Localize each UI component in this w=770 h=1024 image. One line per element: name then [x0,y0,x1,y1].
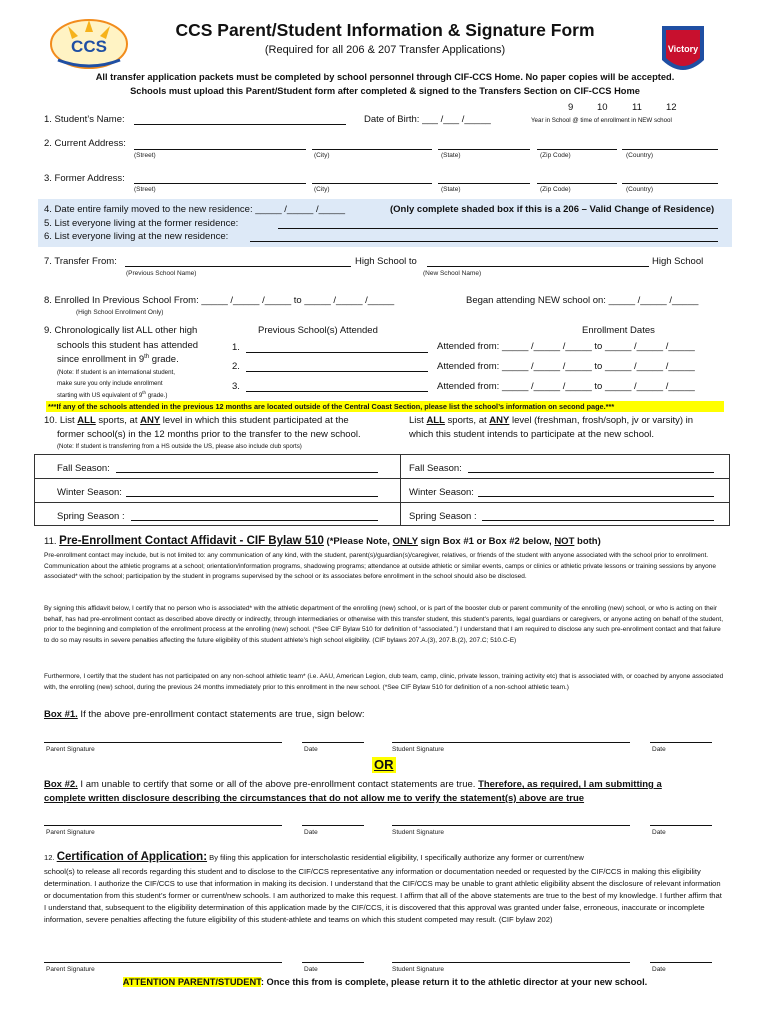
family-moved-date-field[interactable]: 4. Date entire family moved to the new residence: _____ /_____ /_____ [44,204,346,215]
q10-note: (Note: If student is transferring from a HS outside the US, please also include club sports) [57,443,302,450]
or-divider: OR [374,757,394,772]
sig-label-date: Date [304,746,318,753]
winter-season-new-label: Winter Season: [409,487,474,498]
grade-11-option[interactable]: 11 [632,102,642,113]
sig-label-date: Date [304,829,318,836]
q12-body: school(s) to release all records regarding this student and to disclose to the CIF/CCS representative any information or documentation needed or requested by the CIF/CCS in making this eligibility determination. I authorize the CIF/CCS to use that information in making its decision. I understand that the CIF/CCS may be unable to grant athletic eligibility absent the disclosure of relevant information or documentation from this student’s former or current/new schools. I am authorized to make this request. I affirm that all of the above statements are true to the best of my knowledge. I further affirm that I understand that, subsequent to the eligibility determination of this application made by the CIF/CCS, it is discovered that this approval was granted under false, erroneous, inaccurate or incomplete information, severe penalties affecting the future eligibility of this student-athlete and teams on which this student competed may result. (CIF bylaw 202) [44,867,722,924]
ccs-notice: ***If any of the schools attended in the previous 12 months are located outside of the Central Coast Section, please list the school’s information on second page.*** [48,402,615,411]
enrollment-dates-header: Enrollment Dates [582,325,655,336]
sports-table-row-divider [34,502,730,503]
q11-paragraph-1: Pre-enrollment contact may include, but is not limited to: any communication of any kind, with the student, parent(s)/guardian(s)/caregiver, relatives, or friends of the student with anyone associated with the school prior to enrollment. Communication about the athletic programs at a school; orientation/information programs, shadowing programs; attendance at outside athletic or similar events, camps or clinics or athletic private lessons or training sessions by anyone associated* with the school; participation by the student in programs supervised by the school or its associates before enrollment in the school should also be disclosed. [44,552,717,581]
q9-note-3: starting with US equivalent of 9th grade.) [57,390,168,400]
sig-label-parent: Parent Signature [46,966,95,973]
sig-label-student: Student Signature [392,829,445,836]
sports-table-divider [400,454,401,526]
grade-12-option[interactable]: 12 [666,102,677,113]
sig-label-parent: Parent Signature [46,746,95,753]
fall-season-previous-field[interactable] [116,472,378,473]
spring-season-previous-label: Spring Season : [57,511,125,522]
form-subtitle: (Required for all 206 & 207 Transfer Applications) [264,44,506,56]
sports-table [34,454,730,526]
address-sub-city: (City) [314,152,330,159]
box1-parent-signature-field[interactable] [44,742,282,743]
new-school-sub: (New School Name) [423,270,482,277]
address-sub-state: (State) [441,186,461,193]
sig-label-student: Student Signature [392,966,445,973]
final-student-date-field[interactable] [650,962,712,963]
form-title: CCS Parent/Student Information & Signature Form [175,20,595,40]
new-residence-field[interactable] [250,241,718,242]
winter-season-previous-field[interactable] [126,496,378,497]
school-row-3-field[interactable] [246,391,428,392]
grade-note: Year in School @ time of enrollment in NEW school [531,117,672,124]
q11-paragraph-3: Furthermore, I certify that the student has not participated on any non-school athletic team* (i.e. AAU, American Legion, club team, camp, clinic, private lesson, training activity etc) that is associated with, or coached by anyone associated with, the enrolling (new) school, during the previous 24 months immediately prior to this enrollment in the new school. (*See CIF Bylaw 510 for definition of a non-school athletic team.) [44,673,724,691]
current-zip-field[interactable] [537,149,617,150]
new-school-start-date-field[interactable]: Began attending NEW school on: _____ /_____ /_____ [466,295,699,306]
footer-attention [0,977,770,987]
ccs-logo-text: CCS [71,37,107,56]
attention-message: : Once this from is complete, please return it to the athletic director at your new school. [260,977,648,987]
box2-student-signature-field[interactable] [392,825,630,826]
high-school-label: High School [652,256,704,267]
school-row-1-field[interactable] [246,352,428,353]
current-street-field[interactable] [134,149,306,150]
new-school-field[interactable] [427,266,649,267]
transfer-from-label: 7. Transfer From: [44,256,117,267]
box1-student-signature-field[interactable] [392,742,630,743]
box1-parent-date-field[interactable] [302,742,364,743]
former-country-field[interactable] [622,183,718,184]
sports-table-row-divider [34,478,730,479]
former-state-field[interactable] [438,183,530,184]
school-row-1-number: 1. [232,342,240,353]
school-row-3-number: 3. [232,381,240,392]
new-residence-label: 6. List everyone living at the new residence: [44,231,229,242]
address-sub-street: (Street) [134,186,156,193]
box2-student-date-field[interactable] [650,825,712,826]
address-sub-country: (Country) [626,152,654,159]
address-sub-zip: (Zip Code) [540,186,571,193]
q10-left-line-1: 10. List ALL sports, at ANY level in which this student participated at the [44,415,349,426]
q10-right-line-2: which this student intends to participate at the new school. [409,429,655,440]
grade-9-option[interactable]: 9 [568,102,574,113]
notice-line-2: Schools must upload this Parent/Student form after completed & signed to the Transfers Section on CIF-CCS Home [130,86,640,96]
enrollment-dates-field[interactable]: 8. Enrolled In Previous School From: _____ /_____ /_____ to _____ /_____ /_____ [44,295,395,306]
enrollment-sub: (High School Enrollment Only) [76,309,164,316]
q10-left-line-2: former school(s) in the 12 months prior to the transfer to the new school. [57,429,361,440]
student-name-label: 1. Student’s Name: [44,114,125,125]
final-parent-date-field[interactable] [302,962,364,963]
notice-line-1: All transfer application packets must be completed by school personnel through CIF-CCS Home. No paper copies will be accepted. [95,72,675,82]
school-row-3-dates[interactable]: Attended from: _____ /_____ /_____ to _____ /_____ /_____ [437,381,695,392]
current-state-field[interactable] [438,149,530,150]
sig-label-student: Student Signature [392,746,445,753]
final-parent-signature-field[interactable] [44,962,282,963]
q11-heading: 11. Pre-Enrollment Contact Affidavit - CIF Bylaw 510 (*Please Note, ONLY sign Box #1 or Box #2 below, NOT both) [44,535,601,547]
former-address-label: 3. Former Address: [44,173,125,184]
fall-season-previous-label: Fall Season: [57,463,110,474]
box2-parent-date-field[interactable] [302,825,364,826]
q9-line-1: 9. Chronologically list ALL other high [44,325,198,336]
school-row-1-dates[interactable]: Attended from: _____ /_____ /_____ to _____ /_____ /_____ [437,341,695,352]
q9-line-2: schools this student has attended [57,340,199,351]
winter-season-new-field[interactable] [478,496,714,497]
spring-season-new-field[interactable] [482,520,714,521]
sig-label-parent: Parent Signature [46,829,95,836]
current-city-field[interactable] [312,149,432,150]
fall-season-new-field[interactable] [468,472,714,473]
q12-heading: 12. Certification of Application: By filing this application for interscholastic residential eligibility, I specifically authorize any former or current/new [44,851,584,863]
former-zip-field[interactable] [537,183,617,184]
attention-label: ATTENTION PARENT/STUDENT [122,977,261,987]
sig-label-date: Date [652,966,666,973]
box-2-line-1: Box #2. I am unable to certify that some or all of the above pre-enrollment contact statements are true. Therefore, as required, I am submitting a [44,779,662,790]
address-sub-city: (City) [314,186,330,193]
q9-line-3: since enrollment in 9th grade. [57,354,179,366]
date-of-birth-field[interactable]: Date of Birth: ___ /___ /_____ [364,114,491,125]
address-sub-zip: (Zip Code) [540,152,571,159]
former-street-field[interactable] [134,183,306,184]
grade-10-option[interactable]: 10 [597,102,608,113]
current-address-label: 2. Current Address: [44,138,126,149]
current-country-field[interactable] [622,149,718,150]
q11-paragraph-2: By signing this affidavit below, I certify that no person who is associated* with the athletic department of the enrolling (new) school, or is part of the booster club or parent community of the enrolling (new) school, or who is acting on their behalf, has had pre-enrollment contact as described above directly or indirectly, through intermediaries or otherwise with this transfer student, this student’s parents, legal guardians or caregivers, or anyone acting on behalf of the student, prior to the beginning and completion of the enrollment process at the enrolling (new) school. (*See CIF Bylaw 510 for definition of “associated.”) I understand that I am required to disclose any such pre-enrollment contact and that failure to do so may results in severe penalties affecting the future eligibility of this student athlete’s high school eligibility. (CIF bylaws 207.A.(3), 207.B.(2), 207.C; 510.C-E) [44,605,724,644]
former-residence-label: 5. List everyone living at the former residence: [44,218,239,229]
address-sub-country: (Country) [626,186,654,193]
student-name-field[interactable] [134,124,346,125]
spring-season-new-label: Spring Season : [409,511,477,522]
transfer-to-label: High School to [355,256,417,267]
box-2-line-2: complete written disclosure describing the circumstances that do not allow me to verify the statement(s) above are true [44,793,585,804]
address-sub-street: (Street) [134,152,156,159]
fall-season-new-label: Fall Season: [409,463,462,474]
winter-season-previous-label: Winter Season: [57,487,122,498]
previous-schools-header: Previous School(s) Attended [258,325,378,336]
sig-label-date: Date [652,829,666,836]
former-city-field[interactable] [312,183,432,184]
victory-logo-text: Victory [667,44,699,54]
q10-right-line-1: List ALL sports, at ANY level (freshman, frosh/soph, jv or varsity) in [409,415,694,426]
school-row-2-dates[interactable]: Attended from: _____ /_____ /_____ to _____ /_____ /_____ [437,361,695,372]
address-sub-state: (State) [441,152,461,159]
school-row-2-number: 2. [232,361,240,372]
box-1-heading: Box #1. If the above pre-enrollment contact statements are true, sign below: [44,709,365,720]
q9-note-1: (Note: If student is an international student, [57,369,175,376]
q9-note-2: make sure you only include enrollment [57,380,163,387]
box2-parent-signature-field[interactable] [44,825,282,826]
shaded-box-note: (Only complete shaded box if this is a 206 – Valid Change of Residence) [390,204,715,215]
school-row-2-field[interactable] [246,371,428,372]
sig-label-date: Date [652,746,666,753]
final-student-signature-field[interactable] [392,962,630,963]
former-residence-field[interactable] [278,228,718,229]
box1-student-date-field[interactable] [650,742,712,743]
sig-label-date: Date [304,966,318,973]
previous-school-sub: (Previous School Name) [126,270,197,277]
previous-school-field[interactable] [125,266,351,267]
spring-season-previous-field[interactable] [131,520,378,521]
